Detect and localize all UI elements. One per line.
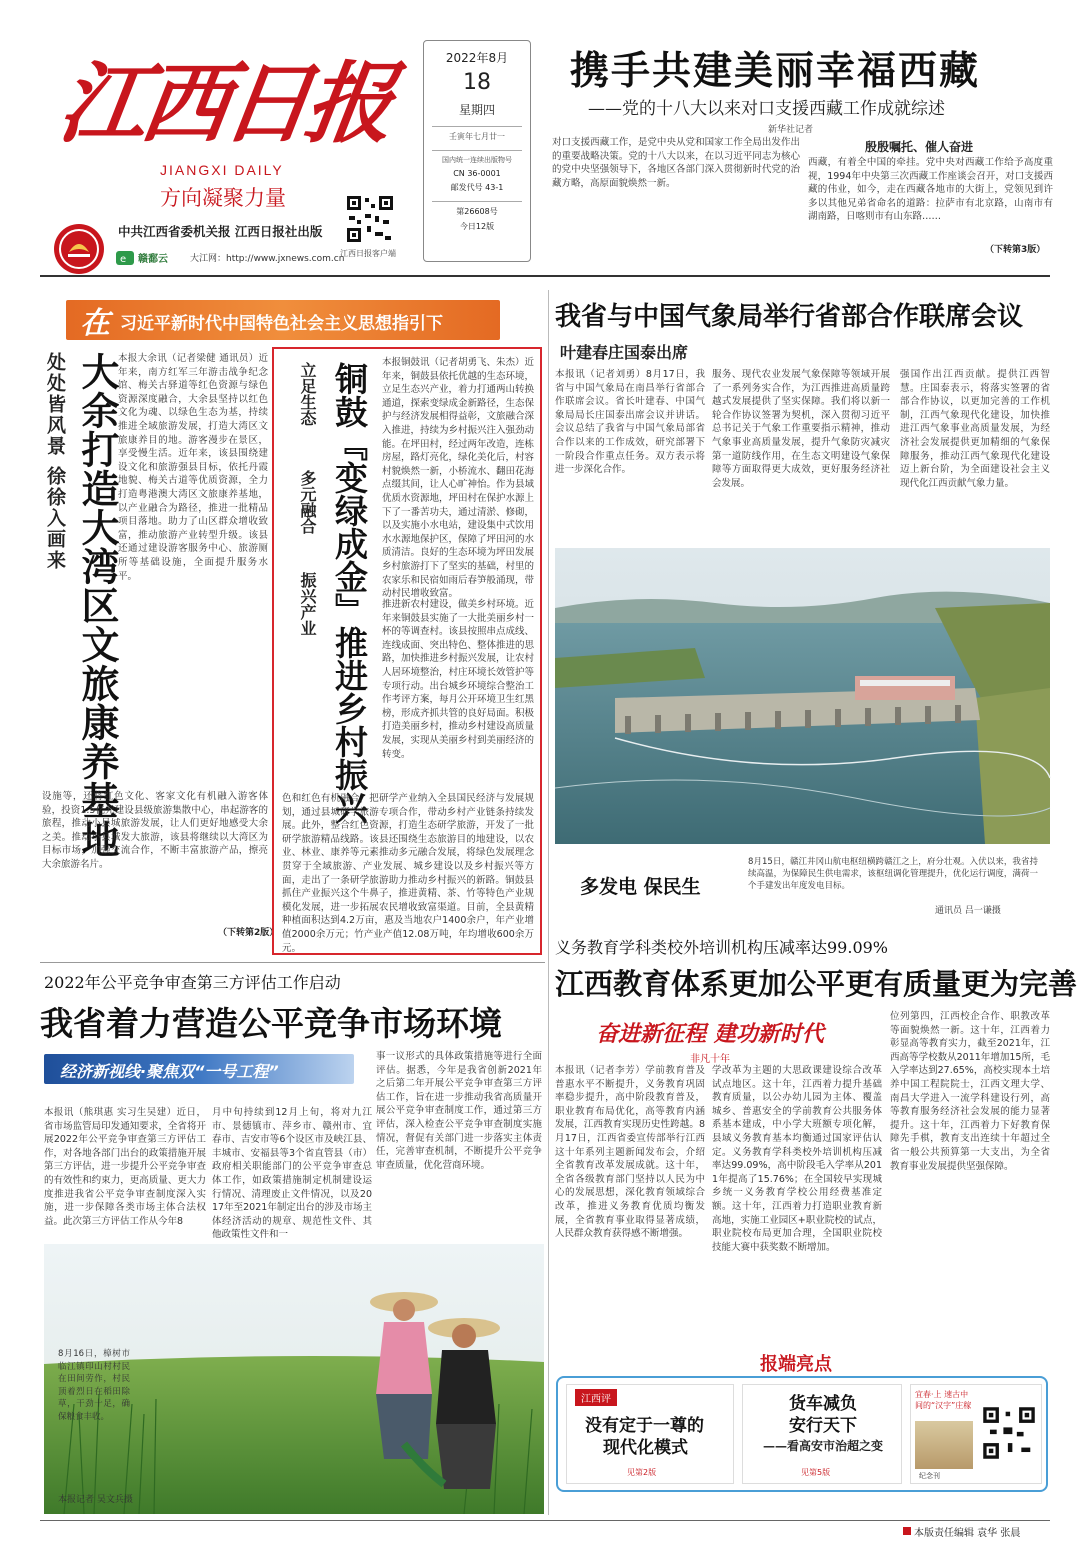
farm-photo-credit: 本报记者 吴文兵摄 xyxy=(58,1495,133,1505)
qr-code-icon xyxy=(345,194,395,244)
footer-editors: 本版责任编辑 袁华 张晨 xyxy=(914,1528,1021,1539)
dayu-body2: 设施等，还将红色文化、客家文化有机融入游客体验，投资1.5亿元建设县级旅游集散中心，串起游客的旅程，推动小县城旅游发展，让人们更好地感受大余之美。推动小县城发大旅游，该县将继续以大湾区为目标市场，加强交流合作，不断丰富旅游产品，擦亮大余旅游名片。 xyxy=(42,791,268,870)
dayu-continued: （下转第2版） xyxy=(218,928,279,938)
dayu-headline: 大余打造大湾区文旅康养基地 xyxy=(75,352,120,859)
app-name: 赣鄱云 xyxy=(138,254,168,265)
competition-kicker: 2022年公平竞争审查第三方评估工作启动 xyxy=(44,973,341,992)
photo-title: 多发电 保民生 xyxy=(580,876,701,898)
masthead-divider xyxy=(40,275,1050,277)
education-headline: 江西教育体系更加公平更有质量更为完善 xyxy=(555,967,1078,1001)
dayu-body: 本报大余讯（记者梁健 通讯员）近年来，南方红军三年游击战争纪念馆、梅关古驿道等红色资源与绿色资源深度融合，大余县坚持以红色文化为魂、以绿色生态为基，持续推进全域旅游发展，打造大湾区文旅康养目的地。游客漫步在景区，享受慢生活。近年来，该县围绕建设文化和旅游强县目标，依托丹霞地貌、梅关古道等优质资源，全力打造粤港澳大湾区文旅康养基地，以产业融合为路径，推进一批精品项目落地。助力了山区群众增收致富，推动旅游产业转型升级。该县还通过建设游客服务中心、旅游厕所等基础设施，全面提升服务水平。 xyxy=(118,353,268,582)
competition-col1: 本报讯（熊琪惠 实习生吴建）近日，省市场监管局印发通知要求，全省将开展2022年公平竞争审查第三方评估工作，对各地各部门出台的政策措施开展第三方评估，进一步提升公平竞争审查的有效性和约束力，更高质量、更大力度推进我省公平竞争审查制度深入实施，进一步保障各类市场主体合法权益。此次第三方评估工作从今年8 xyxy=(44,1107,206,1227)
photo-caption: 8月15日，赣江井冈山航电枢纽横跨赣江之上，府分壮观。入伏以来，我省持续高温，为保障民生供电需求，该枢纽调化管理提升，优化运行调度，满荷一个手建发出年度发电目标。 xyxy=(748,857,1038,891)
qr-caption: 江西日报客户端 xyxy=(340,249,396,258)
competition-col2: 月中旬持续到12月上旬，将对九江市、景德镇市、萍乡市、赣州市、宜春市、吉安市等6个设区市及峡江县、丰城市、安福县等3个省直管县（市）政府相关职能部门的公平竞争审查总体工作，如政策措施制定机制建设运行情况、清理废止文件情况，以及2017年至2021年制定出台的涉及市场主体经济活动的规章、规范性文件、其他政策性文件和一 xyxy=(212,1107,372,1241)
tonggu-subtitle-1: 立足生态 xyxy=(298,362,317,426)
app-logo-icon xyxy=(116,250,134,264)
cma-headline: 我省与中国气象局举行省部合作联席会议 xyxy=(555,302,1024,332)
photo-credit: 通讯员 吕一谦摄 xyxy=(935,906,1001,916)
promo-card1-page: 见第2版 xyxy=(627,1468,657,1477)
cma-col2: 服务、现代农业发展气象保障等领域开展了一系列务实合作，为江西推进高质量跨越式发展提供了坚实保障。我们将以新一轮合作协议签署为契机，深入贯彻习近平总书记关于气象工作重要指示精神，推动气象事业高质量发展，提升气象防灾减灾第一道防线作用，在生态文明建设气象保障等方面取得更大成效，更好服务经济社会发展。 xyxy=(712,369,890,489)
education-col2: 学改革为主题的大思政课建设综合改革试点地区。这十年，江西着力提升基础教育质量，以公办幼儿园为主体、覆盖城乡、普惠安全的学前教育公共服务体系基本建成，中小学大班额专项化解，县域义务教育基本均衡通过国家评估认定。义务教育学科类校外培训机构压减率达99.09%，高中阶段毛入学率从2011年提高了15.76%；在全国较早实现城乡统一义务教育学校公用经费基准定额。这十年，江西着力打造职业教育新高地，实施工业园区+职业院校的试点，职业院校布局更加合理，全国职业院校技能大赛中获奖数不断增加。 xyxy=(712,1065,882,1253)
dam-photo xyxy=(555,548,1050,844)
top-story-col2: 西藏，有着全中国的牵挂。党中央对西藏工作给予高度重视，1994年中央第三次西藏工作座谈会召开，对口支援西藏的伟业，如今，走在西藏各地市的大街上，党领见到许多以其他兄弟省命名的道路：拉萨市有北京路，山南市有湖南路，日喀则市有山东路…… xyxy=(808,157,1053,223)
slogan: 方向凝聚力量 xyxy=(160,186,286,210)
guidance-banner xyxy=(66,300,500,340)
tonggu-subtitle-2: 多元融合 xyxy=(298,470,317,534)
competition-divider xyxy=(40,962,545,963)
postal-code: 邮发代号 43-1 xyxy=(450,183,504,192)
promo-card2-page: 见第5版 xyxy=(801,1468,831,1477)
banner-text: 习近平新时代中国特色社会主义思想指引下 xyxy=(120,314,443,334)
cma-col3: 强国作出江西贡献。提供江西智慧。庄国泰表示，将落实签署的省部合作协议，以更加完善的工作机制，江西气象现代化建设，加快推进江西气象事业高质量发展，为经济社会发展提供更加精细的气象保障服务，推动江西气象现代化建设迈上新台阶，为全面建设社会主义现代化江西贡献气象力量。 xyxy=(900,369,1050,489)
top-story-continued: （下转第3版） xyxy=(985,245,1046,255)
issue-cn: CN 36-0001 xyxy=(453,169,501,178)
top-story-col1: 对口支援西藏工作，是党中央从党和国家工作全局出发作出的重要战略决策。党的十八大以来，在以习近平同志为核心的党中央坚强领导下，各地区各部门深入贯彻新时代党的治藏方略，高原面貌焕然一新。 xyxy=(552,137,800,189)
promo-card1-title1: 没有定于一尊的 xyxy=(585,1416,704,1436)
farm-photo-caption: 8月16日，樟树市临江镇印山村村民在田间劳作，村民顶着烈日在稻田除草，干劲十足，确保粮食丰收。 xyxy=(58,1349,130,1422)
promo-card1-tag: 江西评 xyxy=(575,1389,617,1406)
tonggu-body-bottom: 色和红色有机融合，把研学产业纳入全县国民经济与发展规划，通过县城研学旅游专项合作，带动乡村产业链条持续发展。此外，整合红色资源，打造生态研学旅游，开发了一批研学旅游精品线路。该县还围绕生态旅游目的地建设，以农业、林业、康养等元素推动多元融合发展，将绿色发展理念贯穿于全域旅游、产业发展、城乡建设以及乡村振兴等方面，走出了一条研学旅游助力推动乡村振兴的新路。铜鼓县抓住产业振兴这个牛鼻子，推进黄精、茶、竹等特色产业规模化发展，进一步拓展农民增收致富渠道。目前，全县黄精种植面积达到4.2万亩，惠及当地农户1400余户，年产业增值2000余万元；竹产业产值12.08万吨，年均增收600余万元。 xyxy=(282,793,534,954)
education-series-banner xyxy=(560,1017,860,1065)
date-box xyxy=(423,40,531,262)
tonggu-body-top: 本报铜鼓讯（记者胡勇飞、朱杰）近年来，铜鼓县依托优越的生态环境，立足生态兴产业，着力打通两山转换通道，探索变绿成金新路径，生态保护与经济发展相得益彰，文旅融合深入推进，持续为乡村振兴注入强劲动能。在坪田村，经过两年改造，连栋房屋，路灯亮化，绿化美化后，村容村貌焕然一新，小桥流水、翻田花海点缀其间，让人心旷神怡。作为县域优质水资源地，坪田村在保护水源上下了一番苦功夫，通过清淤、修砌，以及实施小水电站，建设集中式饮用水水源地保护区，保障了坪田河的水质清洁。良好的生态环境为坪田发展乡村旅游打下了坚实的基础，村里的农家乐和民宿如雨后春笋般涌现，带动村民增收致富。 xyxy=(382,357,535,600)
series-sub: 非凡十年 xyxy=(690,1054,730,1065)
issue-code-label: 国内统一连续出版物号 xyxy=(442,156,512,164)
competition-headline: 我省着力营造公平竞争市场环境 xyxy=(40,1004,502,1043)
date-day: 18 xyxy=(463,70,491,95)
series-title: 奋进新征程 建功新时代 xyxy=(596,1021,824,1047)
emblem-icon xyxy=(52,222,106,276)
page-count: 今日12版 xyxy=(459,222,495,231)
top-story-subheadline: ——党的十八大以来对口支援西藏工作成就综述 xyxy=(588,99,945,119)
promo-title: 报端亮点 xyxy=(760,1354,832,1375)
top-story-headline: 携手共建美丽幸福西藏 xyxy=(570,48,981,94)
tonggu-headline: 铜鼓『变绿成金』推进乡村振兴 xyxy=(330,362,369,824)
promo-card2-title1: 货车减负 xyxy=(789,1394,857,1414)
top-story-section-title: 殷殷嘱托、催人奋进 xyxy=(865,140,974,154)
website-link[interactable]: 大江网：http://www.jxnews.com.cn xyxy=(190,254,345,264)
logo-text: 江西日报 xyxy=(52,51,396,155)
publisher: 中共江西省委机关报 江西日报社出版 xyxy=(118,224,323,239)
promo-card-3[interactable] xyxy=(910,1384,1042,1484)
footer-square-icon xyxy=(903,1527,911,1535)
competition-banner xyxy=(44,1054,354,1084)
date-year-month: 2022年8月 xyxy=(445,51,509,65)
dayu-subtitle: 处处皆风景 徐徐入画来 xyxy=(44,352,66,571)
promo-card2-title2: 安行天下 xyxy=(789,1416,857,1436)
competition-col3: 事一议形式的具体政策措施等进行全面评估。据悉，今年是我省创新2021年之后第二年开展公平竞争审查第三方评估工作，旨在进一步推动我省高质量开展公平竞争审查制度工作，通过第三方评估，深入检查公平竞争审查制度实施情况，督促有关部门进一步落实主体责任，完善审查机制，不断提升公平竞争审查质量，优化营商环境。 xyxy=(376,1051,542,1171)
farm-photo xyxy=(44,1244,544,1514)
promo-card3-image xyxy=(915,1421,973,1469)
column-divider-left xyxy=(548,290,549,1515)
promo-card2-sub: ——看高安市治超之变 xyxy=(762,1439,883,1453)
competition-banner-text: 经济新视线·聚焦双“一号工程” xyxy=(60,1062,279,1081)
promo-qr-icon xyxy=(981,1405,1037,1461)
english-name: JIANGXI DAILY xyxy=(160,162,284,178)
tonggu-subtitle-3: 振兴产业 xyxy=(298,572,317,636)
cma-subheadline: 叶建春庄国泰出席 xyxy=(560,343,689,362)
promo-card3-text: 宜春·上 速古中间的“汉字”庄稼 xyxy=(915,1390,972,1410)
promo-card3-caption: 纪念刊 xyxy=(919,1472,940,1480)
weekday: 星期四 xyxy=(458,103,495,117)
banner-zai-char: 在 xyxy=(80,306,110,341)
promo-card-1[interactable] xyxy=(566,1384,734,1484)
footer-divider xyxy=(40,1520,1050,1521)
promo-card-2[interactable] xyxy=(742,1384,902,1484)
svg-text:e: e xyxy=(120,254,127,265)
promo-card1-title2: 现代化模式 xyxy=(603,1438,688,1458)
tonggu-body-mid: 推进新农村建设，做美乡村环境。近年来铜鼓县实施了一大批美丽乡村一杯的等调查村。该县按照串点成线、连线成面、突出特色、整体推进的思路，加快推进乡村振兴发展，让农村人居环境整治，村庄环境长效管护等专项行动。出台城乡环境综合整治工作考评方案，每月公开环境卫生红黑榜，形成齐抓共管的良好局面。积极打造美丽乡村，推动乡村建设高质量发展，实现从美丽乡村到美丽经济的转变。 xyxy=(382,599,535,760)
cma-col1: 本报讯（记者刘勇）8月17日，我省与中国气象局在南昌举行省部合作联席会议。省长叶建春、中国气象局局长庄国泰出席会议并讲话。会议总结了我省与中国气象局部省合作以来的工作成效，研究部署下一阶段合作重点任务。双方表示将进一步深化合作。 xyxy=(555,369,705,476)
masthead xyxy=(40,30,1053,275)
education-col1: 本报讯（记者李芳）学前教育普及普惠水平不断提升，义务教育巩固率稳步提升，高中阶段教育普及，职业教育布局优化，高等教育内涵发展，江西教育实现历史性跨越。8月17日，江西省委宣传部举行江西这十年系列主题新闻发布会，介绍全省教育改革发展成就。这十年，全省各级教育部门坚持以人民为中心的发展思想，深化教育领域综合改革，推进义务教育优质均衡发展，全省教育事业取得显著成绩，人民群众教育获得感不断增强。 xyxy=(555,1065,705,1240)
education-col3: 位列第四，江西校企合作、职教改革等面貌焕然一新。这十年，江西着力彰显高等教育实力，截至2021年，江西高等学校数从2011年增加15所，毛入学率达到27.65%，高校实现本土培养中国工程院院士，江西文理大学、南昌大学进入一流学科建设行列，高等教育服务经济社会发展的能力显著提升。这十年，江西着力下好教育保障先手棋，教育支出连续十年超过全省一般公共预算第一大支出，为全省教育事业发展提供坚强保障。 xyxy=(890,1011,1050,1172)
education-kicker: 义务教育学科类校外培训机构压减率达99.09% xyxy=(555,938,889,957)
issue-number: 第26608号 xyxy=(456,207,498,216)
lunar-date: 壬寅年七月廿一 xyxy=(449,132,505,141)
top-story-byline: 新华社记者 xyxy=(768,125,814,135)
